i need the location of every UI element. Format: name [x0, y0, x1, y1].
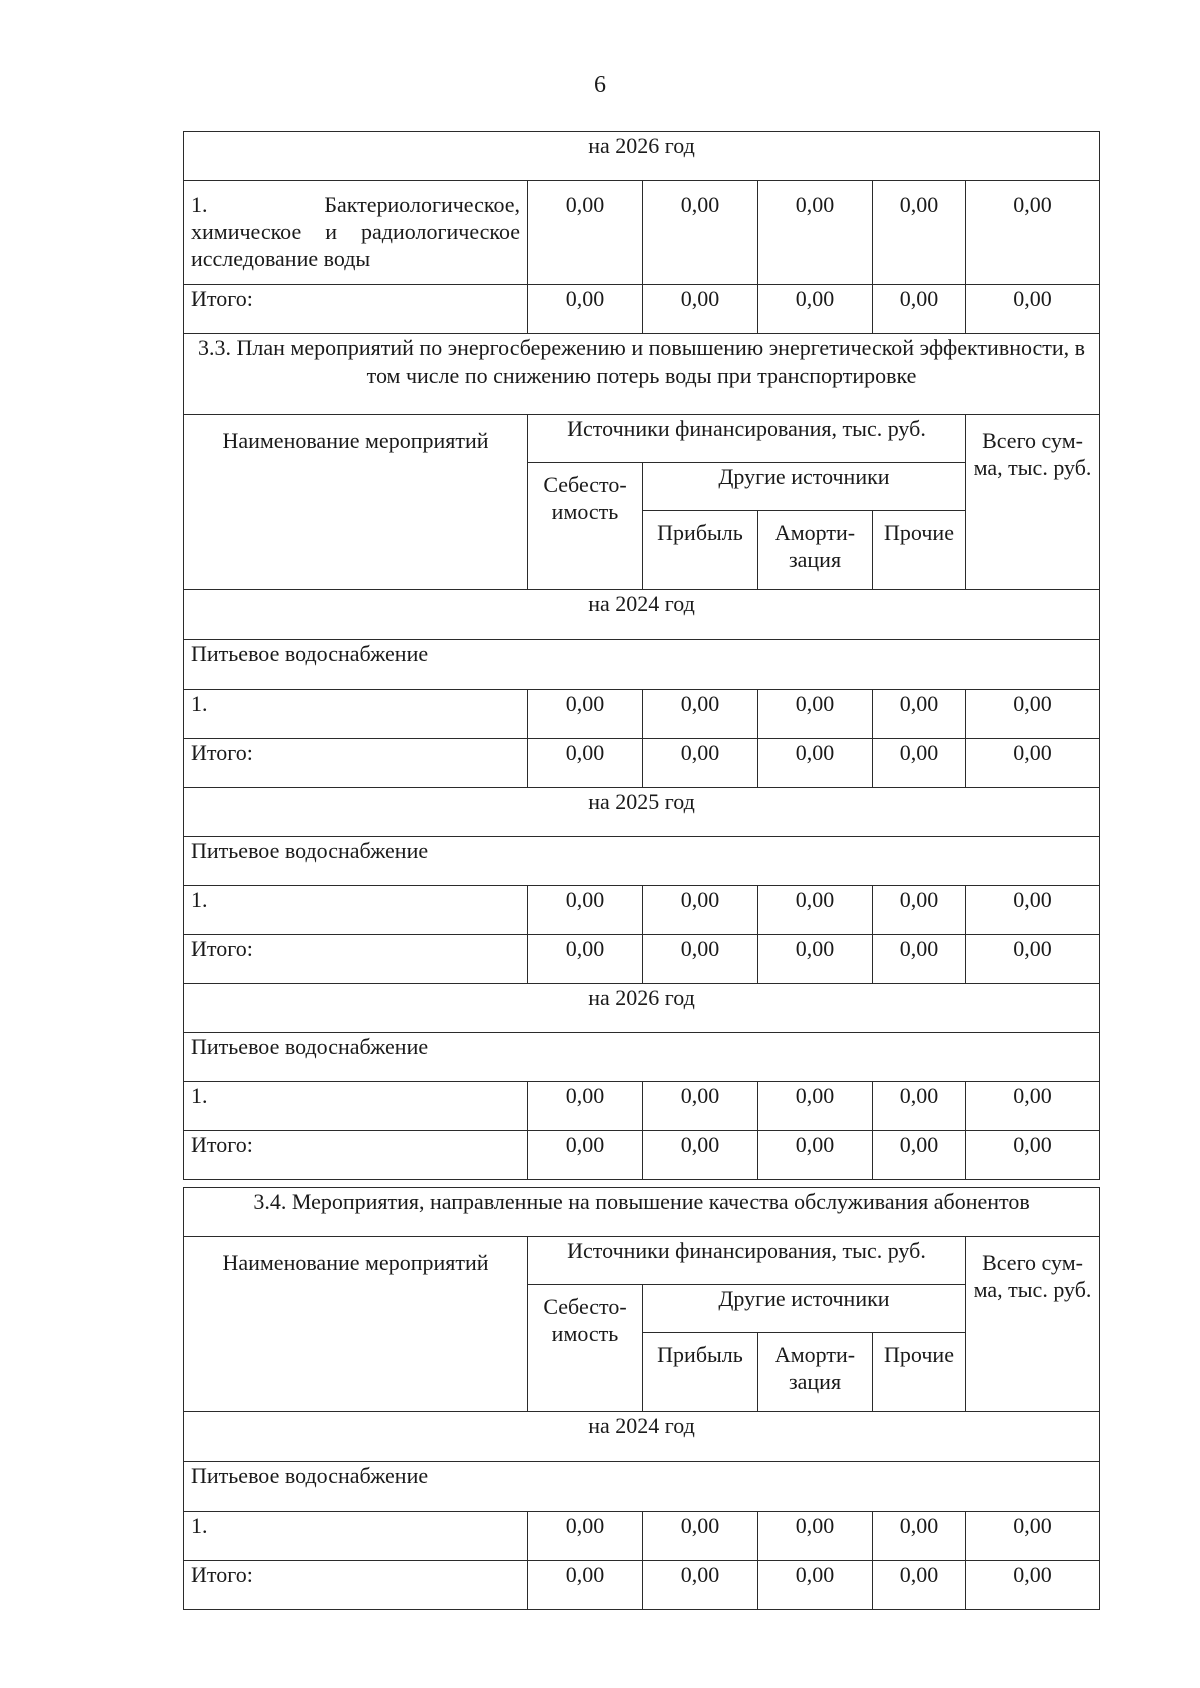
value-cell: 0,00 — [873, 181, 966, 285]
value-cell: 0,00 — [643, 1082, 758, 1131]
header-other-sources: Другие источники — [643, 463, 966, 511]
group-heading: Питьевое водоснабжение — [184, 640, 1100, 690]
year-heading: на 2026 год — [184, 984, 1100, 1033]
value-cell: 0,00 — [643, 739, 758, 788]
value-cell: 0,00 — [873, 886, 966, 935]
value-cell: 0,00 — [758, 1131, 873, 1180]
service-quality-table — [183, 1187, 1100, 1610]
page-number: 6 — [594, 72, 606, 98]
header-amortization: Аморти-зация — [758, 511, 873, 590]
section-title: 3.4. Мероприятия, направленные на повышение качества обслуживания абонентов — [184, 1188, 1100, 1237]
value-cell: 0,00 — [966, 285, 1100, 334]
value-cell: 0,00 — [643, 1512, 758, 1561]
year-heading: на 2024 год — [184, 1412, 1100, 1462]
value-cell: 0,00 — [643, 690, 758, 739]
value-cell: 0,00 — [528, 1131, 643, 1180]
value-cell: 0,00 — [643, 886, 758, 935]
total-label: Итого: — [184, 1131, 528, 1180]
header-measure-name: Наименование мероприятий — [184, 1237, 528, 1412]
value-cell: 0,00 — [528, 739, 643, 788]
table-row-total — [184, 935, 1100, 984]
value-cell: 0,00 — [873, 1512, 966, 1561]
value-cell: 0,00 — [528, 181, 643, 285]
value-cell: 0,00 — [966, 739, 1100, 788]
year-heading: на 2025 год — [184, 788, 1100, 837]
value-cell: 0,00 — [758, 935, 873, 984]
value-cell: 0,00 — [643, 1131, 758, 1180]
value-cell: 0,00 — [966, 1082, 1100, 1131]
header-other: Прочие — [873, 1333, 966, 1412]
header-amortization: Аморти-зация — [758, 1333, 873, 1412]
value-cell: 0,00 — [873, 1561, 966, 1610]
header-other: Прочие — [873, 511, 966, 590]
total-label: Итого: — [184, 739, 528, 788]
group-heading: Питьевое водоснабжение — [184, 1462, 1100, 1512]
value-cell: 0,00 — [528, 690, 643, 739]
value-cell: 0,00 — [758, 886, 873, 935]
header-profit: Прибыль — [643, 511, 758, 590]
measure-name: 1. — [184, 1512, 528, 1561]
group-heading: Питьевое водоснабжение — [184, 1033, 1100, 1082]
table-row-total — [184, 285, 1100, 334]
value-cell: 0,00 — [966, 690, 1100, 739]
value-cell: 0,00 — [873, 1082, 966, 1131]
table-row-total — [184, 1561, 1100, 1610]
year-heading: на 2024 год — [184, 590, 1100, 640]
table-row — [184, 1512, 1100, 1561]
value-cell: 0,00 — [966, 1512, 1100, 1561]
table-row-total — [184, 739, 1100, 788]
header-total: Всего сум-ма, тыс. руб. — [966, 1237, 1100, 1412]
header-other-sources: Другие источники — [643, 1285, 966, 1333]
header-profit: Прибыль — [643, 1333, 758, 1412]
measure-name: 1. — [184, 1082, 528, 1131]
energy-efficiency-table — [183, 333, 1100, 1180]
header-cost: Себесто-имость — [528, 1285, 643, 1412]
value-cell: 0,00 — [758, 181, 873, 285]
value-cell: 0,00 — [528, 285, 643, 334]
value-cell: 0,00 — [528, 886, 643, 935]
value-cell: 0,00 — [643, 181, 758, 285]
table-row — [184, 690, 1100, 739]
section-title: 3.3. План мероприятий по энергосбережению и повышению энергетической эффективности, в том числе по снижению потерь воды при транспортировке — [184, 334, 1100, 415]
header-sources: Источники финансирования, тыс. руб. — [528, 1237, 966, 1285]
value-cell: 0,00 — [528, 1561, 643, 1610]
value-cell: 0,00 — [966, 886, 1100, 935]
header-sources: Источники финансирования, тыс. руб. — [528, 415, 966, 463]
value-cell: 0,00 — [643, 285, 758, 334]
value-cell: 0,00 — [528, 1082, 643, 1131]
value-cell: 0,00 — [873, 935, 966, 984]
total-label: Итого: — [184, 935, 528, 984]
table-row — [184, 886, 1100, 935]
measures-table-continued — [183, 131, 1100, 334]
table-row-total — [184, 1131, 1100, 1180]
total-label: Итого: — [184, 1561, 528, 1610]
value-cell: 0,00 — [643, 1561, 758, 1610]
header-total: Всего сум-ма, тыс. руб. — [966, 415, 1100, 590]
value-cell: 0,00 — [758, 1561, 873, 1610]
table-row — [184, 1082, 1100, 1131]
value-cell: 0,00 — [528, 1512, 643, 1561]
header-measure-name: Наименование мероприятий — [184, 415, 528, 590]
value-cell: 0,00 — [758, 1512, 873, 1561]
table-row — [184, 181, 1100, 285]
value-cell: 0,00 — [966, 935, 1100, 984]
value-cell: 0,00 — [758, 1082, 873, 1131]
value-cell: 0,00 — [966, 1561, 1100, 1610]
value-cell: 0,00 — [643, 935, 758, 984]
measure-name: 1. — [184, 886, 528, 935]
value-cell: 0,00 — [966, 181, 1100, 285]
group-heading: Питьевое водоснабжение — [184, 837, 1100, 886]
measure-name: 1. Бактериологическое, химическое и радиологическое исследование воды — [184, 181, 528, 285]
value-cell: 0,00 — [758, 690, 873, 739]
year-heading: на 2026 год — [184, 132, 1100, 181]
value-cell: 0,00 — [873, 285, 966, 334]
value-cell: 0,00 — [873, 690, 966, 739]
value-cell: 0,00 — [758, 285, 873, 334]
measure-name: 1. — [184, 690, 528, 739]
total-label: Итого: — [184, 285, 528, 334]
value-cell: 0,00 — [528, 935, 643, 984]
header-cost: Себесто-имость — [528, 463, 643, 590]
value-cell: 0,00 — [966, 1131, 1100, 1180]
value-cell: 0,00 — [758, 739, 873, 788]
value-cell: 0,00 — [873, 739, 966, 788]
value-cell: 0,00 — [873, 1131, 966, 1180]
